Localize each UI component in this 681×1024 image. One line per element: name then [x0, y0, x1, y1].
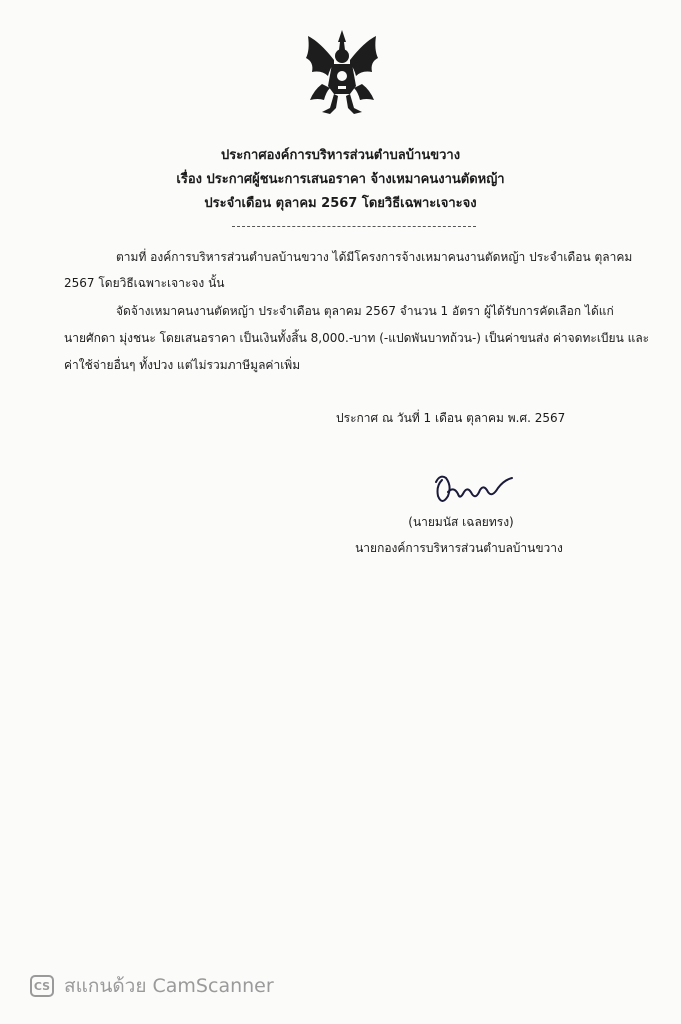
signer-title: นายกองค์การบริหารส่วนตำบลบ้านขวาง — [355, 541, 563, 555]
paragraph-2-line-3: ค่าใช้จ่ายอื่นๆ ทั้งปวง แต่ไม่รวมภาษีมูลค่าเพิ่ม — [64, 358, 301, 372]
handwritten-signature — [428, 472, 516, 508]
garuda-emblem-icon — [300, 28, 384, 120]
paragraph-2-line-1: จัดจ้างเหมาคนงานตัดหญ้า ประจำเดือน ตุลาคม 2567 จำนวน 1 อัตรา ผู้ได้รับการคัดเลือก ได้แก่ — [116, 304, 614, 318]
camscanner-watermark — [30, 974, 274, 998]
announcement-date: ประกาศ ณ วันที่ 1 เดือน ตุลาคม พ.ศ. 2567 — [336, 411, 566, 425]
announcement-period: ประจำเดือน ตุลาคม 2567 โดยวิธีเฉพาะเจาะจง — [204, 196, 477, 211]
dashed-divider — [232, 226, 476, 227]
watermark-text: สแกนด้วย CamScanner — [64, 975, 274, 997]
paragraph-1-line-2: 2567 โดยวิธีเฉพาะเจาะจง นั้น — [64, 276, 225, 290]
paragraph-2-line-2: นายศักดา มุ่งชนะ โดยเสนอราคา เป็นเงินทั้งสิ้น 8,000.-บาท (-แปดพันบาทถ้วน-) เป็นค่าขนส่ง ค่าจดทะเบียน และ — [64, 331, 650, 345]
paragraph-1-line-1: ตามที่ องค์การบริหารส่วนตำบลบ้านขวาง ได้มีโครงการจ้างเหมาคนงานตัดหญ้า ประจำเดือน ตุลาคม — [116, 250, 633, 264]
signer-name: (นายมนัส เฉลยทรง) — [408, 515, 514, 529]
announcement-title: ประกาศองค์การบริหารส่วนตำบลบ้านขวาง — [220, 148, 461, 163]
announcement-subject: เรื่อง ประกาศผู้ชนะการเสนอราคา จ้างเหมาคนงานตัดหญ้า — [176, 172, 505, 187]
camscanner-logo-icon: CS — [30, 975, 54, 997]
